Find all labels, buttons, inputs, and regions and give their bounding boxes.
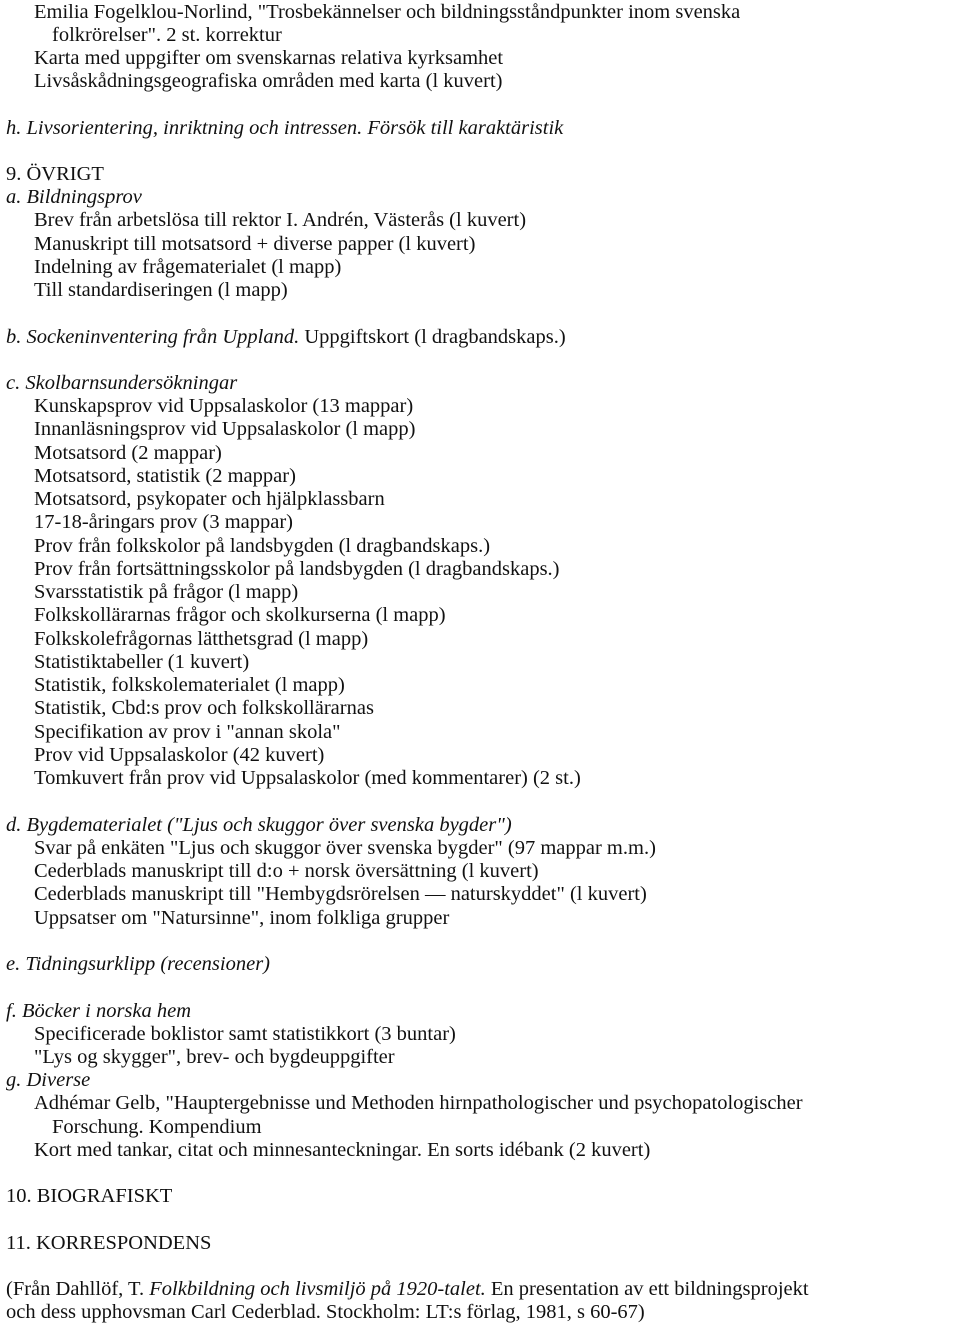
section-heading-d [6,813,512,837]
text-line: folkrörelser". 2 st. korrektur [52,24,282,46]
text-line: Emilia Fogelklou-Norlind, "Trosbekännelser och bildningsståndpunkter inom svenska [34,1,741,23]
section-heading-11: 11. KORRESPONDENS [6,1232,212,1254]
list-item: 17-18-åringars prov (3 mappar) [34,511,294,533]
section-heading-g [6,1068,90,1092]
list-item: Statistik, Cbd:s prov och folkskollärarnas [34,697,374,719]
list-item: Folkskolefrågornas lätthetsgrad (l mapp) [34,628,369,650]
list-item: Statistiktabeller (1 kuvert) [34,651,250,673]
list-item: Innanläsningsprov vid Uppsalaskolor (l mapp) [34,418,416,440]
list-item: Prov från folkskolor på landsbygden (l dragbandskaps.) [34,535,491,557]
list-item: Manuskript till motsatsord + diverse papper (l kuvert) [34,233,476,255]
list-item: Svarsstatistik på frågor (l mapp) [34,581,299,603]
heading-text: a. Bildningsprov [6,186,142,208]
text-line: Livsåskådningsgeografiska områden med karta (l kuvert) [34,70,503,92]
heading-text: d. Bygdematerialet ("Ljus och skuggor över svenska bygder") [6,814,512,836]
section-heading-9: 9. ÖVRIGT [6,163,104,185]
heading-text: f. Böcker i norska hem [6,1000,192,1022]
list-item: Uppsatser om "Natursinne", inom folkliga grupper [34,907,450,929]
list-item: Brev från arbetslösa till rektor I. Andrén, Västerås (l kuvert) [34,209,527,231]
list-item: Specifikation av prov i "annan skola" [34,721,341,743]
list-item-continued: Forschung. Kompendium [52,1116,262,1138]
list-item: Cederblads manuskript till d:o + norsk översättning (l kuvert) [34,860,539,882]
list-item: Cederblads manuskript till "Hembygdsrörelsen — naturskyddet" (l kuvert) [34,883,647,905]
list-item: Statistik, folkskolematerialet (l mapp) [34,674,345,696]
list-item: Motsatsord, psykopater och hjälpklassbarn [34,488,385,510]
section-heading-h [6,116,563,140]
list-item: Motsatsord, statistik (2 mappar) [34,465,296,487]
heading-text: e. Tidningsurklipp (recensioner) [6,953,270,975]
list-item: Till standardiseringen (l mapp) [34,279,288,301]
list-item: Kort med tankar, citat och minnesanteckningar. En sorts idébank (2 kuvert) [34,1139,651,1161]
source-citation-line2: och dess upphovsman Carl Cederblad. Stockholm: LT:s förlag, 1981, s 60-67) [6,1301,645,1323]
heading-text: b. Sockeninventering från Uppland. [6,326,300,348]
citation-post: En presentation av ett bildningsprojekt [485,1278,809,1300]
list-item: Kunskapsprov vid Uppsalaskolor (13 mappar) [34,395,414,417]
list-item: Adhémar Gelb, "Hauptergebnisse und Methoden hirnpathologischer und psychopatologischer [34,1092,803,1114]
heading-text: h. Livsorientering, inriktning och intressen. Försök till karaktäristik [6,117,564,139]
list-item: Tomkuvert från prov vid Uppsalaskolor (med kommentarer) (2 st.) [34,767,581,789]
section-heading-a [6,185,142,209]
text-line: Karta med uppgifter om svenskarnas relativa kyrksamhet [34,47,504,69]
citation-title: Folkbildning och livsmiljö på 1920-talet. [149,1278,486,1300]
section-heading-10: 10. BIOGRAFISKT [6,1185,173,1207]
list-item: Specificerade boklistor samt statistikkort (3 buntar) [34,1023,456,1045]
source-citation [6,1277,809,1301]
heading-rest: Uppgiftskort (l dragbandskaps.) [299,326,566,348]
list-item: Folkskollärarnas frågor och skolkurserna (l mapp) [34,604,446,626]
heading-text: c. Skolbarnsundersökningar [6,372,238,394]
section-heading-f [6,999,191,1023]
list-item: Prov vid Uppsalaskolor (42 kuvert) [34,744,325,766]
list-item: Motsatsord (2 mappar) [34,442,222,464]
list-item: "Lys og skygger", brev- och bygdeuppgifter [34,1046,395,1068]
citation-pre: (Från Dahllöf, T. [6,1278,150,1300]
section-heading-c [6,371,237,395]
list-item: Svar på enkäten "Ljus och skuggor över svenska bygder" (97 mappar m.m.) [34,837,656,859]
section-heading-b [6,325,566,349]
heading-text: g. Diverse [6,1069,91,1091]
list-item: Prov från fortsättningsskolor på landsbygden (l dragbandskaps.) [34,558,560,580]
list-item: Indelning av frågematerialet (l mapp) [34,256,342,278]
section-heading-e [6,952,270,976]
